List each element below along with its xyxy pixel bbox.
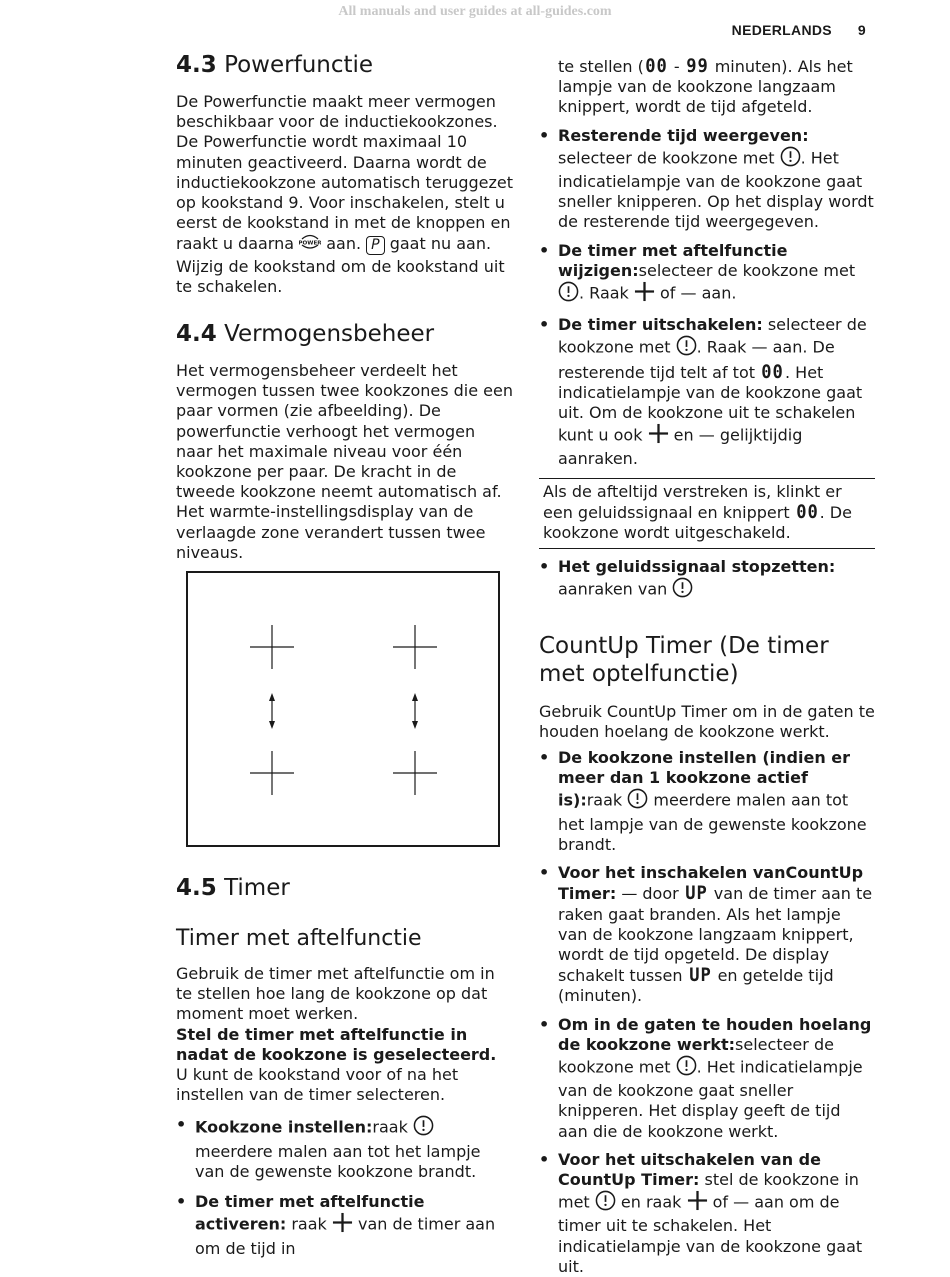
- list-item: [539, 557, 875, 603]
- text: van de timer aan om de tijd in: [195, 1214, 496, 1258]
- display-00-icon: 00: [795, 500, 819, 523]
- timer-icon: [676, 335, 697, 361]
- list-item: [176, 1192, 514, 1259]
- bullet-label: De kookzone instellen (indien er meer dan 1 kookzone actief is):: [558, 748, 851, 811]
- page-header: [732, 22, 866, 38]
- text: en raak: [620, 1192, 682, 1212]
- text: raak: [372, 1118, 408, 1138]
- watermark: All manuals and user guides at all-guides.com: [338, 4, 612, 19]
- bullet-label: De timer met aftelfunctie activeren:: [195, 1192, 425, 1234]
- power-icon-label: POWER: [299, 240, 322, 247]
- text: meerdere malen aan tot het lampje van de gewenste kookzone brandt.: [558, 791, 867, 854]
- note-text: [543, 482, 871, 544]
- list-item: [539, 748, 875, 855]
- section-number: 4.5: [176, 875, 217, 902]
- list-item-continued: [539, 56, 875, 118]
- text: selecteer de kookzone met: [558, 148, 775, 168]
- display-00-icon: 00: [645, 55, 668, 77]
- text: of — aan om de timer uit te schakelen. Het indicatielampje van de kookzone gaat uit.: [558, 1192, 863, 1276]
- aftelfunctie-bold-instruction: Stel de timer met aftelfunctie in nadat de kookzone is geselecteerd.: [176, 1024, 497, 1064]
- bullet-label: De timer uitschakelen:: [558, 315, 763, 335]
- aftelfunctie-paragraph-2: U kunt de kookstand voor of na het instellen van de timer selecteren.: [176, 1065, 459, 1105]
- text: . Het indicatielampje van de kookzone gaat sneller knipperen. Op het display wordt de resterende tijd weergegeven.: [558, 148, 874, 232]
- section-number: 4.4: [176, 321, 217, 348]
- display-up-icon: UP: [688, 964, 712, 987]
- p-symbol-icon: P: [366, 236, 384, 255]
- aftelfunctie-list: [176, 1115, 514, 1258]
- right-column: [539, 56, 875, 1277]
- list-item: [539, 1150, 875, 1277]
- aftelfunctie-subheading: Timer met aftelfunctie: [176, 926, 422, 952]
- bullet-label: Voor het inschakelen vanCountUp Timer:: [558, 863, 864, 904]
- plus-icon: [687, 1190, 708, 1216]
- powerfunctie-paragraph: [176, 92, 514, 297]
- hob-zones-diagram: [186, 571, 500, 847]
- display-99-icon: 99: [685, 55, 709, 77]
- text: Als de afteltijd verstreken is, klinkt er een geluidssignaal en knippert: [543, 481, 842, 522]
- cooking-zone-cross: [393, 751, 437, 795]
- list-item: [176, 1115, 514, 1182]
- section-4-5-heading: [176, 873, 514, 903]
- countup-paragraph: Gebruik CountUp Timer om in de gaten te houden hoelang de kookzone werkt.: [539, 701, 875, 741]
- text: — door: [621, 884, 679, 904]
- list-item: [539, 1015, 875, 1142]
- bullet-label: Kookzone instellen:: [195, 1118, 373, 1138]
- timer-icon: [627, 788, 648, 814]
- note-box: [539, 478, 875, 550]
- text: De Powerfunctie maakt meer vermogen beschikbaar voor de inductiekookzones. De Powerfunctie wordt maximaal 10 minuten geactiveerd. Daarna wordt de inductiekookzone automatisch teruggezet op kookstand 9. Voor inschakelen, stelt u eerst de kookstand in met de knoppen en raakt u daarna: [176, 92, 514, 254]
- aftelfunctie-list-continued: [539, 56, 875, 470]
- countup-list: [539, 748, 875, 1277]
- bullet-label: De timer met aftelfunctie wijzigen:: [558, 240, 788, 280]
- section-4-3-heading: [176, 50, 514, 80]
- text: raak: [291, 1214, 327, 1234]
- timer-icon: [672, 577, 693, 603]
- text: . Raak — aan. De resterende tijd telt af tot: [558, 338, 835, 382]
- countup-heading: CountUp Timer (De timer met optelfunctie): [539, 632, 829, 687]
- text: . Raak: [579, 283, 629, 303]
- text: stel de kookzone in met: [558, 1169, 859, 1212]
- text: raak: [586, 791, 623, 811]
- text: of — aan.: [660, 283, 737, 303]
- section-title: Timer: [224, 875, 290, 902]
- text: selecteer de kookzone met: [638, 260, 856, 280]
- plus-icon: [648, 423, 669, 449]
- vermogensbeheer-paragraph: Het vermogensbeheer verdeelt het vermogen tussen twee kookzones die een paar vormen (zie afbeelding). De powerfunctie verhoogt het vermogen naar het maximale niveau voor één kookzone per paar. De kracht in de tweede kookzone neemt automatisch af. Het warmte-instellingsdisplay van de verlaagde zone verandert tussen twee niveaus.: [176, 361, 513, 562]
- display-00-icon: 00: [761, 360, 784, 383]
- timer-icon: [558, 281, 579, 307]
- list-item: [539, 241, 875, 308]
- text: meerdere malen aan tot het lampje van de gewenste kookzone brandt.: [195, 1141, 481, 1181]
- section-title: Powerfunctie: [224, 52, 374, 78]
- header-language: NEDERLANDS: [731, 22, 832, 38]
- text: van de timer aan te raken gaat branden. Als het lampje van de kookzone langzaam knippert, wordt de tijd opgeteld. De display schakelt tussen: [558, 884, 873, 986]
- text: minuten). Als het lampje van de kookzone langzaam knippert, wordt de tijd afgeteld.: [558, 57, 853, 117]
- bullet-label: Om in de gaten te houden hoelang de kookzone werkt:: [558, 1014, 872, 1054]
- text: aan.: [326, 234, 362, 254]
- plus-icon: [634, 281, 655, 307]
- timer-icon: [595, 1190, 616, 1216]
- cooking-zone-cross: [393, 625, 437, 669]
- page-number: 9: [857, 22, 866, 38]
- bullet-label: Resterende tijd weergeven:: [558, 125, 809, 145]
- list-item: [539, 126, 875, 233]
- timer-icon: [780, 146, 801, 172]
- aftelfunctie-paragraph: Gebruik de timer met aftelfunctie om in te stellen hoe lang de kookzone op dat moment moet werken.: [176, 964, 495, 1024]
- cooking-zone-cross: [250, 625, 294, 669]
- section-title: Vermogensbeheer: [224, 321, 435, 348]
- bullet-label: Het geluidssignaal stopzetten:: [558, 557, 836, 577]
- text: selecteer de kookzone met: [558, 1034, 834, 1077]
- sound-list: [539, 557, 875, 603]
- plus-icon: [332, 1212, 353, 1238]
- bullet-label: Voor het uitschakelen van de CountUp Timer:: [558, 1149, 821, 1189]
- text: gaat nu aan. Wijzig de kookstand om de kookstand uit te schakelen.: [176, 234, 505, 296]
- section-number: 4.3: [176, 52, 217, 78]
- text: en getelde tijd (minuten).: [558, 966, 834, 1006]
- left-column: [176, 50, 514, 1259]
- text: -: [673, 57, 680, 76]
- section-4-4-heading: [176, 319, 514, 349]
- power-icon: [299, 233, 321, 256]
- timer-icon: [676, 1055, 697, 1081]
- text: . Het indicatielampje van de kookzone gaat uit. Om de kookzone uit te schakelen kunt u ook: [558, 362, 863, 445]
- text: . De kookzone wordt uitgeschakeld.: [543, 502, 852, 543]
- list-item: [539, 315, 875, 469]
- text: aanraken van: [558, 580, 668, 600]
- text: . Het indicatielampje van de kookzone gaat sneller knipperen. Het display geeft de tijd aan die de kookzone werkt.: [558, 1057, 863, 1141]
- text: en — gelijktijdig aanraken.: [558, 425, 803, 469]
- cooking-zone-cross: [250, 751, 294, 795]
- list-item: [539, 863, 875, 1006]
- timer-icon: [413, 1115, 434, 1141]
- display-up-icon: UP: [685, 882, 708, 905]
- text: te stellen (: [558, 57, 644, 76]
- text: selecteer de kookzone met: [558, 315, 867, 358]
